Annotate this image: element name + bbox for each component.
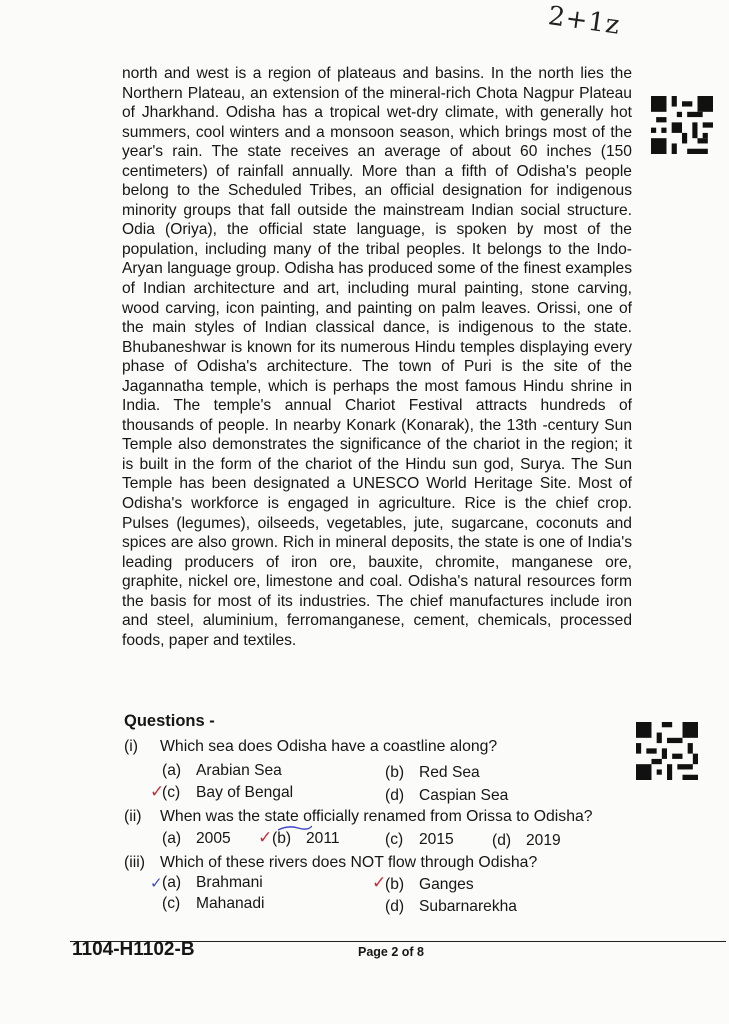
passage-line: outside the mainstream Indian social structure. Odia (Oriya), the	[122, 201, 632, 239]
paper-code: 1104-H1102-B	[72, 939, 195, 960]
question-number: (iii)	[124, 854, 146, 871]
passage-line: the Northern Plateau, an extension of the mineral-rich Chota	[122, 65, 632, 102]
option-text: Brahmani	[196, 874, 263, 891]
option-3d[interactable]	[385, 898, 517, 916]
passage-line: manganese ore, graphite, nickel ore, limestone and coal. Odisha's	[122, 553, 632, 591]
option-text: Subarnarekha	[419, 898, 517, 915]
passage-line: official state language, is spoken by most of the population,	[122, 221, 632, 258]
option-text: Caspian Sea	[419, 787, 509, 804]
handwritten-note: 2+1z	[546, 1, 623, 41]
option-3a[interactable]	[162, 874, 263, 892]
passage-line: climate, with generally hot summers, cool winters and a monsoon	[122, 104, 632, 141]
option-label: (a)	[162, 762, 182, 779]
passage-line: the significance of the chariot in the region; it is built in the form	[122, 436, 633, 473]
option-text: 2015	[419, 831, 454, 848]
passage-line: town of Puri is the site of the Jagannatha temple, which is perhaps	[122, 358, 632, 395]
option-2d[interactable]	[492, 832, 561, 850]
passage-line: Orissi, one of the main styles of Indian classical dance, is	[122, 299, 632, 337]
tick-mark-icon: ✓	[150, 782, 165, 802]
option-label: (c)	[385, 831, 404, 848]
option-label: (c)	[162, 895, 181, 912]
passage-line: Konark (Konarak), the 13th -century Sun Temple also demonstrates	[122, 416, 633, 454]
question-text: When was the state officially renamed from Orissa to Odisha?	[160, 808, 593, 825]
option-label: (d)	[385, 898, 405, 915]
option-text: 2019	[526, 832, 561, 849]
option-text: Red Sea	[419, 764, 480, 781]
qr-code-top	[651, 96, 713, 154]
passage-line: indigenous to the state. Bhubaneshwar is known for its numerous	[122, 319, 632, 356]
option-3b[interactable]	[385, 876, 474, 894]
option-text: Bay of Bengal	[196, 784, 294, 801]
tick-mark-icon: ✓	[258, 828, 273, 848]
question-text: Which of these rivers does NOT flow through Odisha?	[160, 854, 538, 871]
option-1d[interactable]	[385, 787, 508, 805]
passage-line: language group. Odisha has produced some of the finest examples	[167, 260, 632, 278]
passage-line: Nagpur Plateau of Jharkhand. Odisha has a tropical wet-dry	[122, 84, 632, 122]
option-text: 2011	[306, 830, 340, 847]
option-1a[interactable]	[162, 762, 282, 780]
question-number: (ii)	[124, 808, 142, 825]
passage-line: Pulses (legumes), oilseeds, vegetables, jute, sugarcane, coconuts	[122, 514, 599, 532]
passage-line: manufactures include iron and steel, aluminium, ferromanganese,	[122, 592, 633, 630]
passage-line: season, which brings most of the year's rain. The state receives an	[122, 123, 632, 161]
option-label: (a)	[162, 830, 182, 847]
passage-line: cement, chemicals, processed foods, paper and textiles.	[122, 612, 632, 649]
pen-tick-icon: ✓	[150, 874, 163, 892]
option-label: (c)	[162, 784, 181, 801]
page-number: Page 2 of 8	[358, 945, 424, 959]
option-text: Mahanadi	[196, 895, 265, 912]
option-label: (b)	[385, 764, 405, 781]
passage-line: designated a UNESCO World Heritage Site. Most of Odisha's	[122, 475, 632, 513]
option-label: (a)	[162, 874, 182, 891]
passage-line: north and west is a region of plateaus and basins. In the north lies	[122, 65, 604, 82]
option-2a[interactable]	[162, 830, 231, 848]
qr-code-bottom	[636, 722, 698, 780]
passage-line: including many of the tribal peoples. It belongs to the Indo-Aryan	[122, 240, 632, 278]
option-1c[interactable]	[162, 784, 293, 802]
option-text: Ganges	[419, 876, 474, 893]
option-1b[interactable]	[385, 764, 480, 782]
question-text: Which sea does Odisha have a coastline along?	[160, 738, 498, 755]
passage-line: of Indian architecture and art, including mural painting, stone	[122, 280, 570, 298]
option-text: Arabian Sea	[196, 762, 282, 779]
option-label: (d)	[492, 832, 512, 849]
passage-line: natural resources form the basis for most of its industries. The chief	[122, 573, 632, 610]
reading-passage	[122, 64, 632, 650]
passage-line: of the chariot of the Hindu sun god, Surya. The Sun Temple has been	[122, 455, 632, 493]
option-2c[interactable]	[385, 831, 454, 849]
passage-line: workforce is engaged in agriculture. Rice is the chief crop.	[191, 495, 632, 513]
question-number: (i)	[124, 738, 139, 755]
passage-line: average of about 60 inches (150 centimeters) of rainfall annually.	[122, 143, 632, 180]
option-label: (b)	[385, 876, 405, 893]
option-label: (d)	[385, 787, 405, 804]
option-text: 2005	[196, 830, 231, 847]
option-label: (b)	[272, 830, 292, 847]
passage-line: an official designation for indigenous minority groups that fall	[122, 182, 632, 219]
passage-line: Hindu temples displaying every phase of Odisha's architecture. The	[122, 338, 632, 376]
tick-mark-icon: ✓	[372, 873, 387, 893]
option-3c[interactable]	[162, 895, 265, 913]
option-2b[interactable]	[272, 830, 340, 848]
passage-line: carving, wood carving, icon painting, and painting on palm leaves.	[122, 280, 632, 317]
questions-heading: Questions -	[124, 712, 215, 730]
passage-line: More than a fifth of Odisha's people belong to the Scheduled Tribes,	[122, 162, 632, 200]
passage-line: and spices are also grown. Rich in mineral deposits, the state is one	[122, 514, 632, 552]
passage-line: the most famous Hindu shrine in India. The temple's annual Chariot	[122, 377, 632, 415]
pen-underline-mark	[278, 824, 312, 832]
passage-line: of India's leading producers of iron ore, bauxite, chromite,	[122, 534, 632, 571]
passage-line: Festival attracts hundreds of thousands of people. In nearby	[122, 397, 632, 434]
